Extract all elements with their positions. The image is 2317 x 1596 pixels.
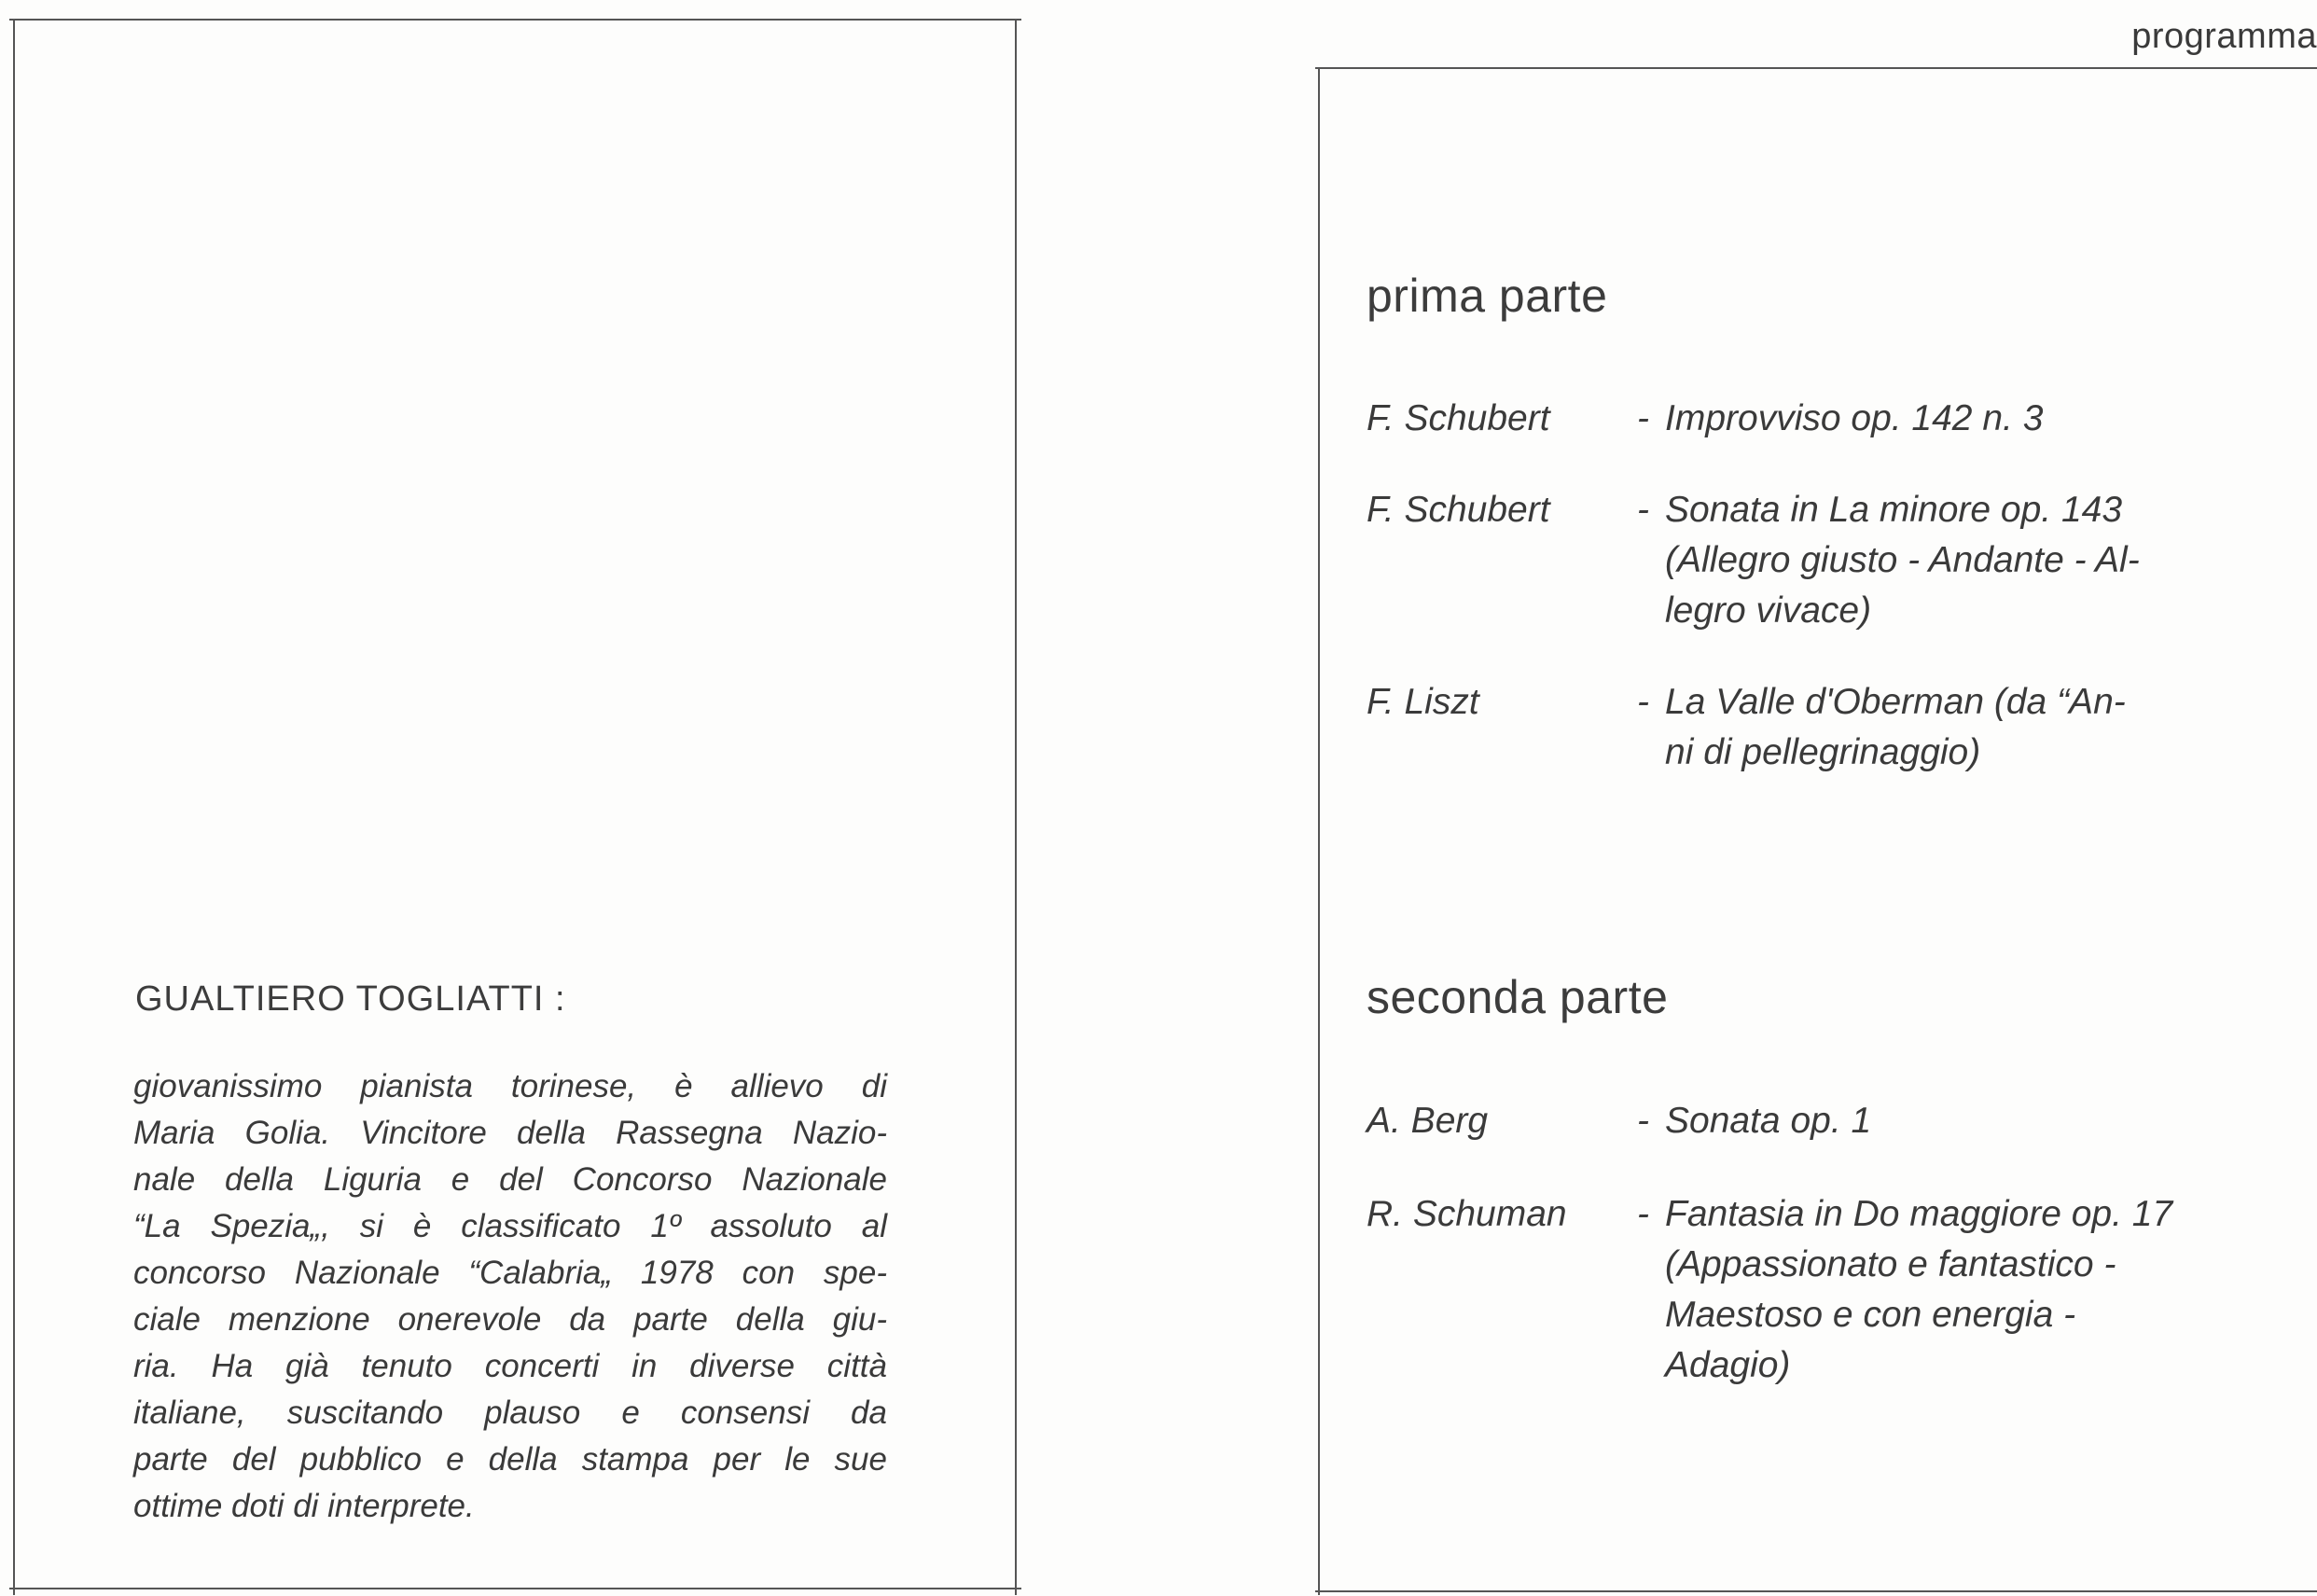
work-line: legro vivace) — [1665, 590, 1872, 631]
separator-dash: - — [1637, 1194, 1649, 1234]
bio-line: italiane, suscitando plauso e consensi da — [133, 1395, 887, 1431]
composer-name: F. Liszt — [1367, 682, 1479, 722]
bio-line: concorso Nazionale “Calabria„ 1978 con spe- — [133, 1255, 887, 1291]
composer-name: R. Schuman — [1367, 1194, 1567, 1234]
bio-line: Maria Golia. Vincitore della Rassegna Nazio- — [133, 1115, 887, 1151]
work-title — [1665, 485, 2253, 636]
work-title — [1665, 677, 2253, 778]
work-line: Fantasia in Do maggiore op. 17 — [1665, 1194, 2173, 1234]
bio-line: nale della Liguria e del Concorso Nazionale — [133, 1161, 887, 1198]
right-panel-left-rule — [1318, 67, 1320, 1595]
program-header: programma — [2131, 17, 2317, 56]
first-part-title: prima parte — [1367, 270, 1608, 322]
work-title — [1665, 1189, 2253, 1391]
left-panel-top-rule — [9, 19, 1021, 21]
bio-line: “La Spezia„, si è classificato 1º assoluto al — [133, 1208, 887, 1244]
second-part-title: seconda parte — [1367, 971, 1669, 1023]
separator-dash: - — [1637, 490, 1649, 530]
work-line: Sonata op. 1 — [1665, 1101, 1872, 1141]
right-panel-bottom-rule — [1315, 1590, 2317, 1592]
left-panel-left-rule — [13, 19, 15, 1595]
work-line: La Valle d'Oberman (da “An- — [1665, 682, 2126, 722]
separator-dash: - — [1637, 682, 1649, 722]
work-line: ni di pellegrinaggio) — [1665, 732, 1981, 772]
work-title — [1665, 394, 2253, 444]
work-line: (Appassionato e fantastico - — [1665, 1244, 2116, 1284]
work-line: Sonata in La minore op. 143 — [1665, 490, 2123, 530]
work-line: Improvviso op. 142 n. 3 — [1665, 398, 2044, 438]
work-line: Maestoso e con energia - — [1665, 1295, 2076, 1335]
bio-line: ria. Ha già tenuto concerti in diverse città — [133, 1348, 887, 1384]
bio-line: giovanissimo pianista torinese, è allievo di — [133, 1068, 887, 1104]
work-title — [1665, 1096, 2253, 1146]
performer-biography — [133, 1063, 887, 1530]
separator-dash: - — [1637, 398, 1649, 438]
composer-name: F. Schubert — [1367, 398, 1550, 438]
work-line: (Allegro giusto - Andante - Al- — [1665, 540, 2140, 580]
bio-line: ciale menzione onerevole da parte della giu- — [133, 1301, 887, 1338]
right-panel-top-rule — [1315, 67, 2317, 69]
composer-name: A. Berg — [1367, 1101, 1489, 1141]
performer-name: GUALTIERO TOGLIATTI : — [135, 979, 566, 1019]
separator-dash: - — [1637, 1101, 1649, 1141]
bio-line: parte del pubblico e della stampa per le sue — [133, 1441, 887, 1478]
left-panel-right-rule — [1015, 19, 1017, 1595]
bio-line: ottime doti di interprete. — [133, 1488, 475, 1524]
work-line: Adagio) — [1665, 1345, 1791, 1385]
left-panel-bottom-rule — [9, 1588, 1021, 1589]
composer-name: F. Schubert — [1367, 490, 1550, 530]
